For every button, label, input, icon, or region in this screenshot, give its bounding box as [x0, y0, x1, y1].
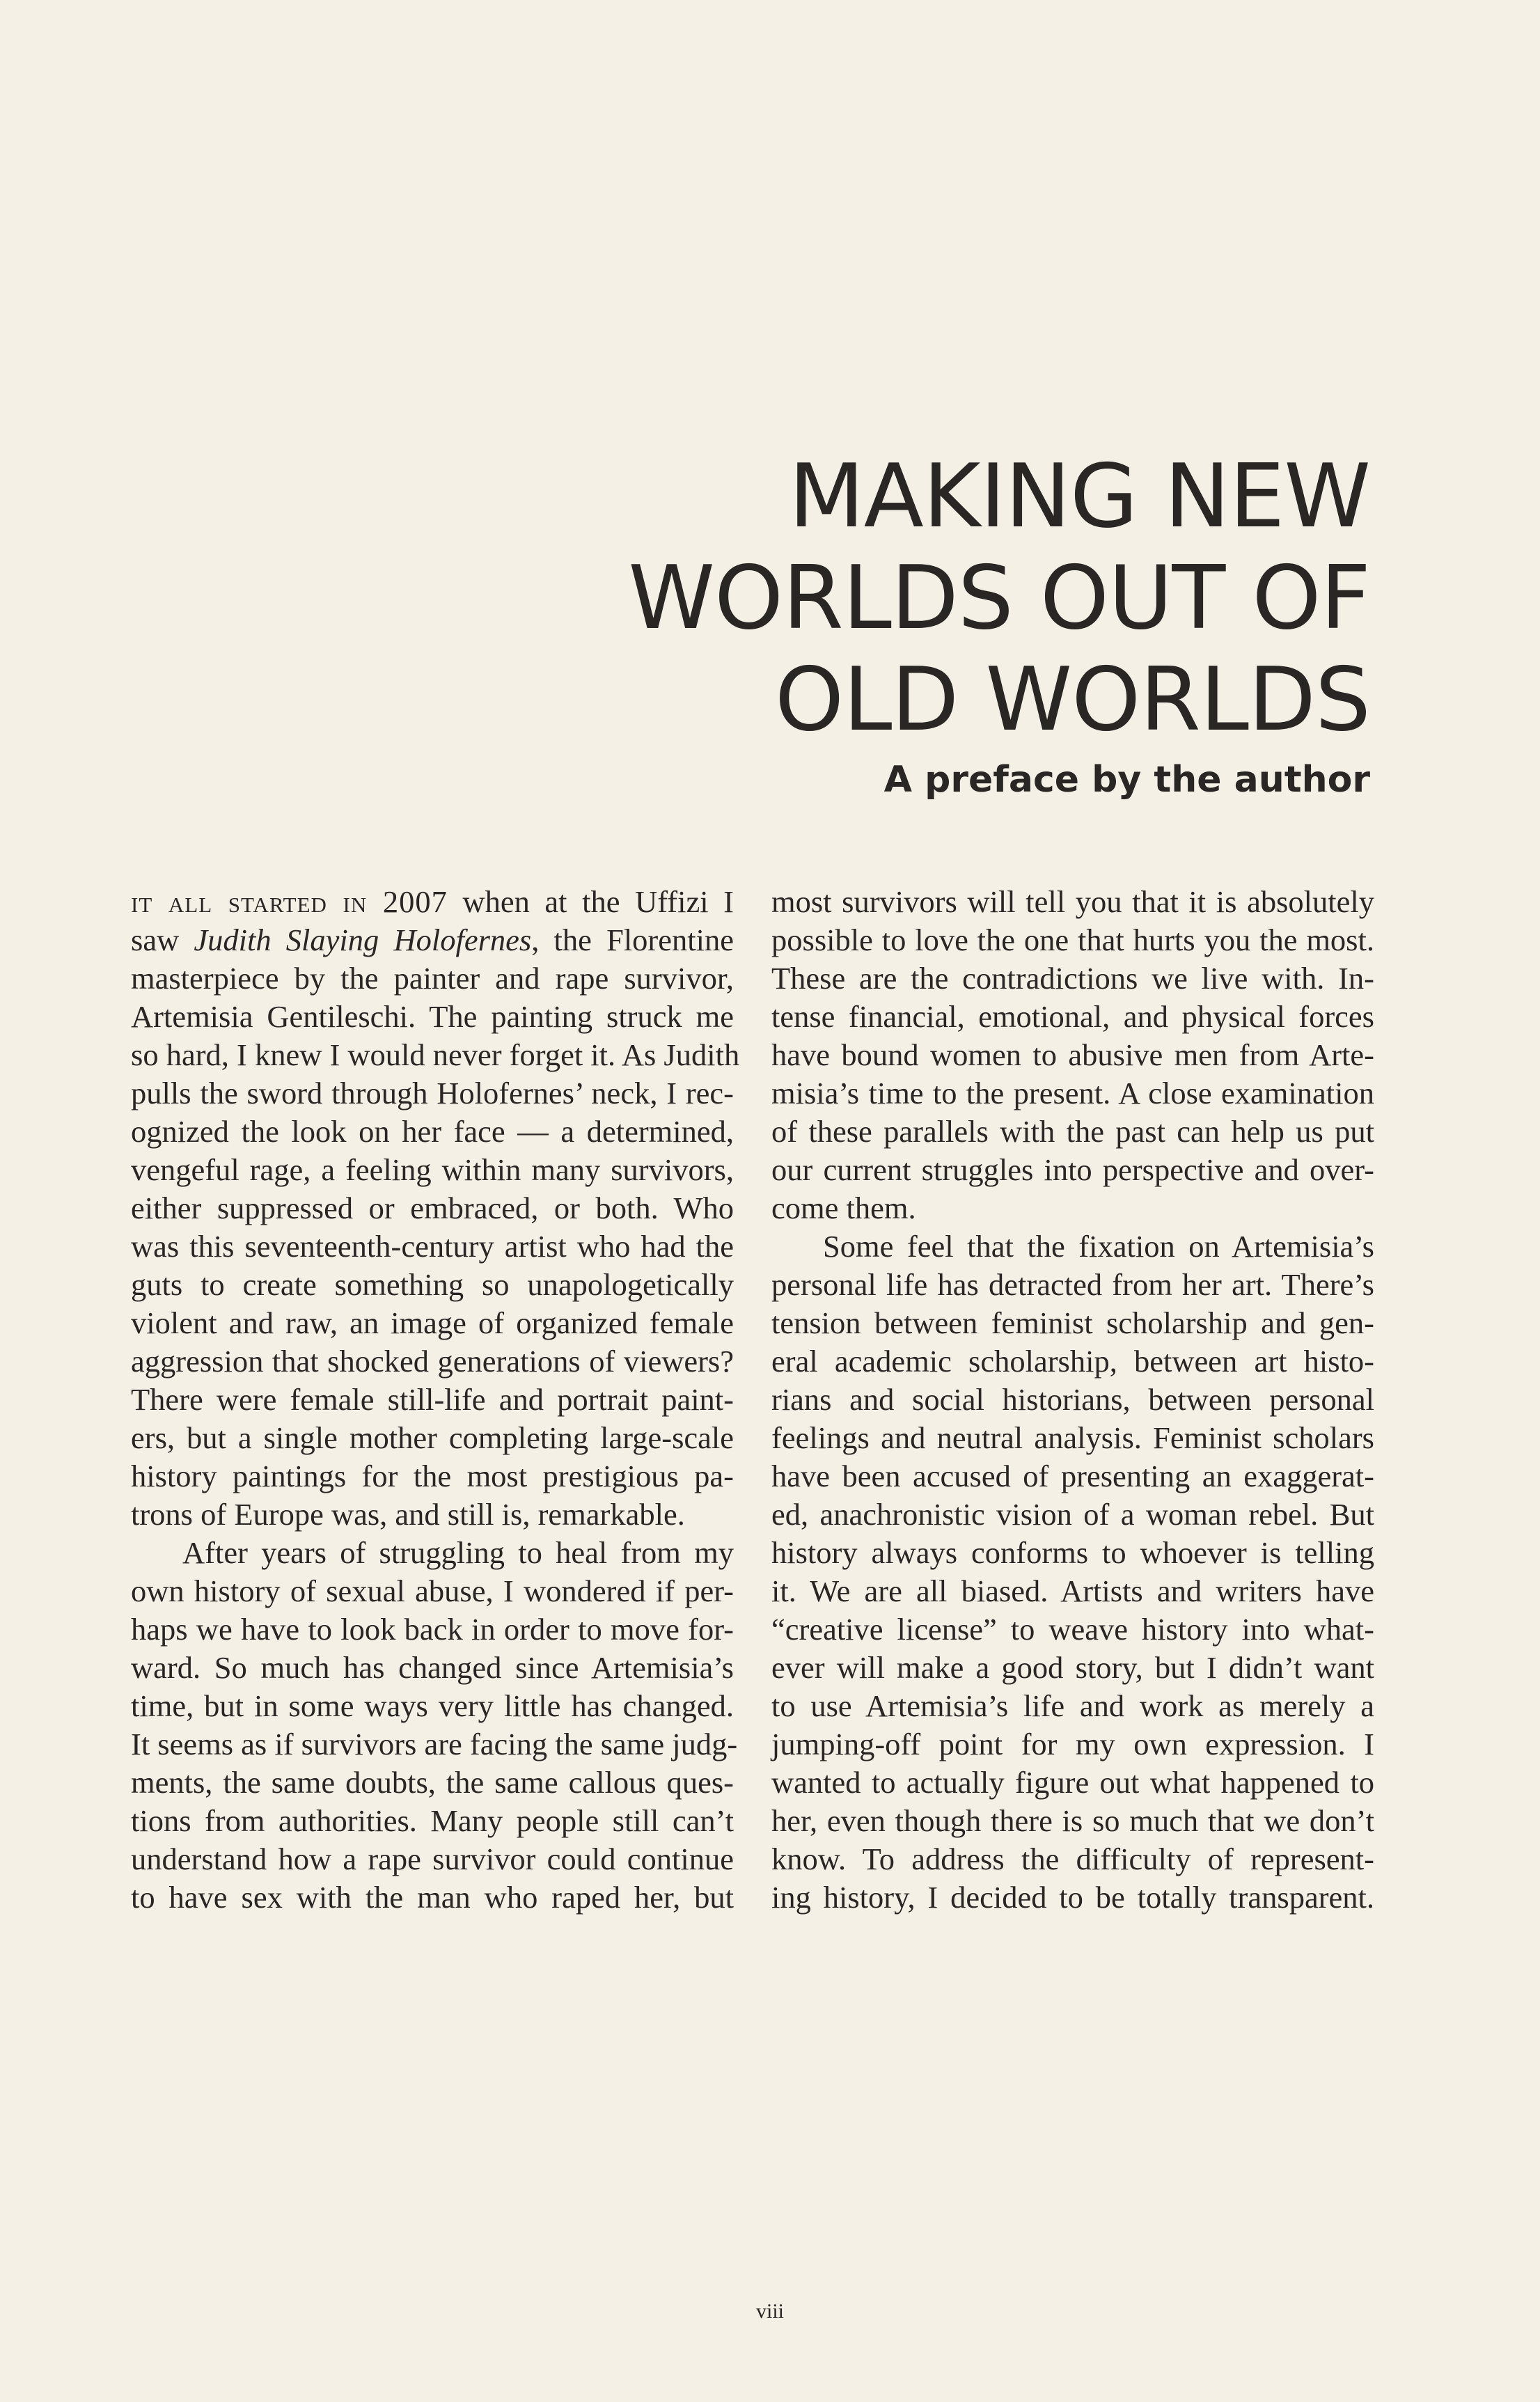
text-line: wanted to actually figure out what happened to: [771, 1765, 1374, 1800]
text-line: ing history, I decided to be totally transparent.: [771, 1880, 1374, 1915]
page-number: viii: [755, 2300, 784, 2323]
text-line: history paintings for the most prestigious pa-: [131, 1459, 734, 1493]
text-line: tension between feminist scholarship and gen-: [771, 1305, 1374, 1340]
text-line: come them.: [771, 1191, 916, 1225]
text-line: rians and social historians, between personal: [771, 1382, 1374, 1417]
text-line: know. To address the difficulty of represent-: [771, 1842, 1374, 1876]
text-line: [131, 883, 734, 921]
right-text-column: [771, 883, 1374, 1917]
chapter-subtitle: A preface by the author: [883, 759, 1370, 801]
text-line: haps we have to look back in order to move for-: [131, 1612, 734, 1647]
paragraph-1: [131, 883, 740, 1534]
text-line: ever will make a good story, but I didn’t want: [771, 1650, 1374, 1685]
text-line: possible to love the one that hurts you the most.: [771, 923, 1374, 957]
text-line: was this seventeenth-century artist who had the: [131, 1229, 734, 1264]
paragraph-2: [131, 1534, 738, 1917]
text-line: have been accused of presenting an exaggerat-: [771, 1459, 1374, 1493]
text-line: ments, the same doubts, the same callous ques-: [131, 1765, 734, 1800]
paragraph-4: [771, 1227, 1374, 1917]
text-line: feelings and neutral analysis. Feminist scholars: [771, 1420, 1374, 1455]
text-line: jumping-off point for my own expression. I: [771, 1727, 1374, 1761]
text-line: After years of struggling to heal from my: [182, 1535, 734, 1570]
text-line: to have sex with the man who raped her, but: [131, 1880, 734, 1915]
text-line: aggression that shocked generations of viewers?: [131, 1344, 734, 1379]
text-fragment: , the Florentine: [531, 923, 734, 957]
artwork-title: Judith Slaying Holofernes: [194, 923, 532, 957]
text-line: ward. So much has changed since Artemisia’s: [131, 1650, 734, 1685]
text-line: masterpiece by the painter and rape survivor,: [131, 961, 734, 996]
left-text-column: [131, 883, 740, 1917]
text-line: it. We are all biased. Artists and writers have: [771, 1573, 1374, 1608]
text-line: vengeful rage, a feeling within many survivors,: [131, 1152, 734, 1187]
text-line: tense financial, emotional, and physical forces: [771, 999, 1374, 1034]
text-line: [131, 921, 734, 959]
text-line: pulls the sword through Holofernes’ neck, I rec-: [131, 1076, 734, 1110]
text-line: guts to create something so unapologetically: [131, 1267, 734, 1302]
text-line: There were female still-life and portrait paint-: [131, 1382, 734, 1417]
text-line: eral academic scholarship, between art histo-: [771, 1344, 1374, 1379]
text-line: trons of Europe was, and still is, remarkable.: [131, 1497, 685, 1532]
text-line: ognized the look on her face — a determined,: [131, 1114, 734, 1149]
text-line: personal life has detracted from her art. There’s: [771, 1267, 1374, 1302]
text-line: ers, but a single mother completing large-scale: [131, 1420, 734, 1455]
text-line: Artemisia Gentileschi. The painting struck me: [131, 999, 734, 1034]
text-line: to use Artemisia’s life and work as merely a: [771, 1688, 1374, 1723]
text-line: It seems as if survivors are facing the same judg-: [131, 1727, 738, 1761]
paragraph-3: [771, 883, 1374, 1227]
text-line: understand how a rape survivor could continue: [131, 1842, 734, 1876]
text-line: tions from authorities. Many people still can’t: [131, 1803, 734, 1838]
text-fragment: saw: [131, 923, 194, 957]
text-line: violent and raw, an image of organized female: [131, 1305, 734, 1340]
chapter-title-line-3: OLD WORLDS: [775, 648, 1370, 751]
text-line: own history of sexual abuse, I wondered if per-: [131, 1573, 734, 1608]
text-line: ed, anachronistic vision of a woman rebel. But: [771, 1497, 1374, 1532]
text-line: time, but in some ways very little has changed.: [131, 1688, 734, 1723]
text-fragment: when at the Uffizi I: [447, 884, 734, 919]
chapter-title-line-2: WORLDS OUT OF: [628, 547, 1370, 649]
chapter-title-line-1: MAKING NEW: [788, 445, 1370, 547]
text-line: Some feel that the fixation on Artemisia’s: [823, 1229, 1374, 1264]
text-line: history always conforms to whoever is telling: [771, 1535, 1374, 1570]
text-line: so hard, I knew I would never forget it. As Judith: [131, 1037, 740, 1072]
text-line: our current struggles into perspective and over-: [771, 1152, 1374, 1187]
chapter-title-block: [326, 446, 1370, 802]
text-line: These are the contradictions we live with. In-: [771, 961, 1374, 996]
text-line: have bound women to abusive men from Arte-: [771, 1037, 1374, 1072]
text-line: of these parallels with the past can help us put: [771, 1114, 1374, 1149]
text-line: most survivors will tell you that it is absolutely: [771, 884, 1374, 919]
lead-in-smallcaps: it all started in 2007: [131, 884, 448, 919]
text-line: “creative license” to weave history into what-: [771, 1612, 1374, 1647]
text-line: her, even though there is so much that we don’t: [771, 1803, 1374, 1838]
text-line: misia’s time to the present. A close examination: [771, 1076, 1374, 1110]
text-line: either suppressed or embraced, or both. Who: [131, 1191, 734, 1225]
